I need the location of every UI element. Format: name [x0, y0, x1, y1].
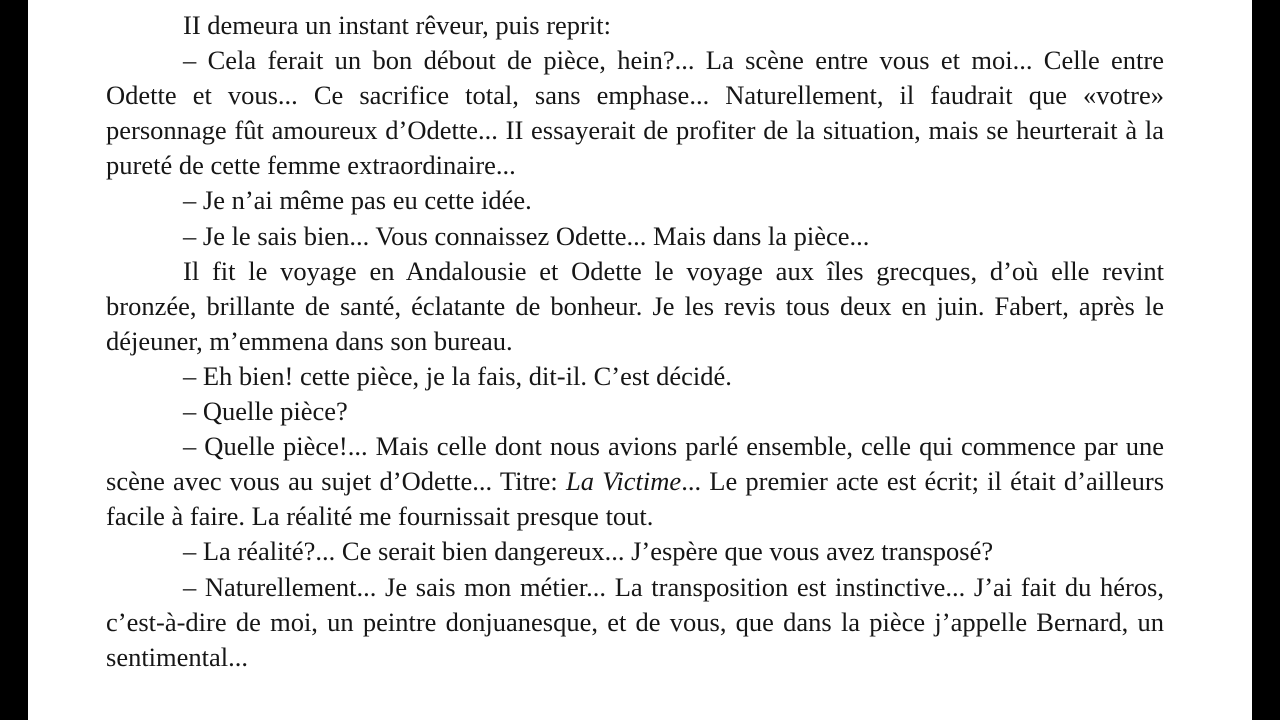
- paragraph: – Cela ferait un bon débout de pièce, hein?... La scène entre vous et moi... Celle entre Odette et vous... Ce sacrifice total, sans emphase... Naturellement, il faudrait que «votre» personnage fût amoureux d’Odette... II essayerait de profiter de la situation, mais se heurterait à la pureté de cette femme extraordinaire...: [106, 45, 1164, 181]
- page-text: [106, 8, 1164, 675]
- paragraph: – La réalité?... Ce serait bien dangereux... J’espère que vous avez transposé?: [183, 536, 994, 567]
- play-title: La Victime: [566, 466, 682, 497]
- paragraph: – Naturellement... Je sais mon métier... La transposition est instinctive... J’ai fait du héros, c’est-à-dire de moi, un peintre donjuanesque, et de vous, que dans la pièce j’appelle Bernard, un sentimental...: [106, 571, 1164, 672]
- paragraph: [106, 429, 1164, 534]
- paragraph: II demeura un instant rêveur, puis reprit:: [183, 10, 611, 40]
- paragraph: Il fit le voyage en Andalousie et Odette le voyage aux îles grecques, d’où elle revint bronzée, brillante de santé, éclatante de bonheur. Je les revis tous deux en juin. Fabert, après le déjeuner, m’emmena dans son bureau.: [106, 255, 1164, 356]
- paragraph: – Je n’ai même pas eu cette idée.: [183, 185, 532, 216]
- paragraph-text: – Quelle pièce!... Mais celle dont nous avions parlé ensemble, celle qui commence par une scène avec vous au sujet d’Odette... Titre:: [106, 431, 1164, 497]
- paragraph: – Quelle pièce?: [183, 396, 348, 427]
- book-page: [28, 0, 1252, 720]
- paragraph: – Je le sais bien... Vous connaissez Odette... Mais dans la pièce...: [183, 220, 870, 251]
- paragraph: – Eh bien! cette pièce, je la fais, dit-il. C’est décidé.: [183, 360, 732, 391]
- paragraph-text: ... Le premier acte est écrit; il était d’ailleurs facile à faire. La réalité me fournissait presque tout.: [106, 466, 1165, 532]
